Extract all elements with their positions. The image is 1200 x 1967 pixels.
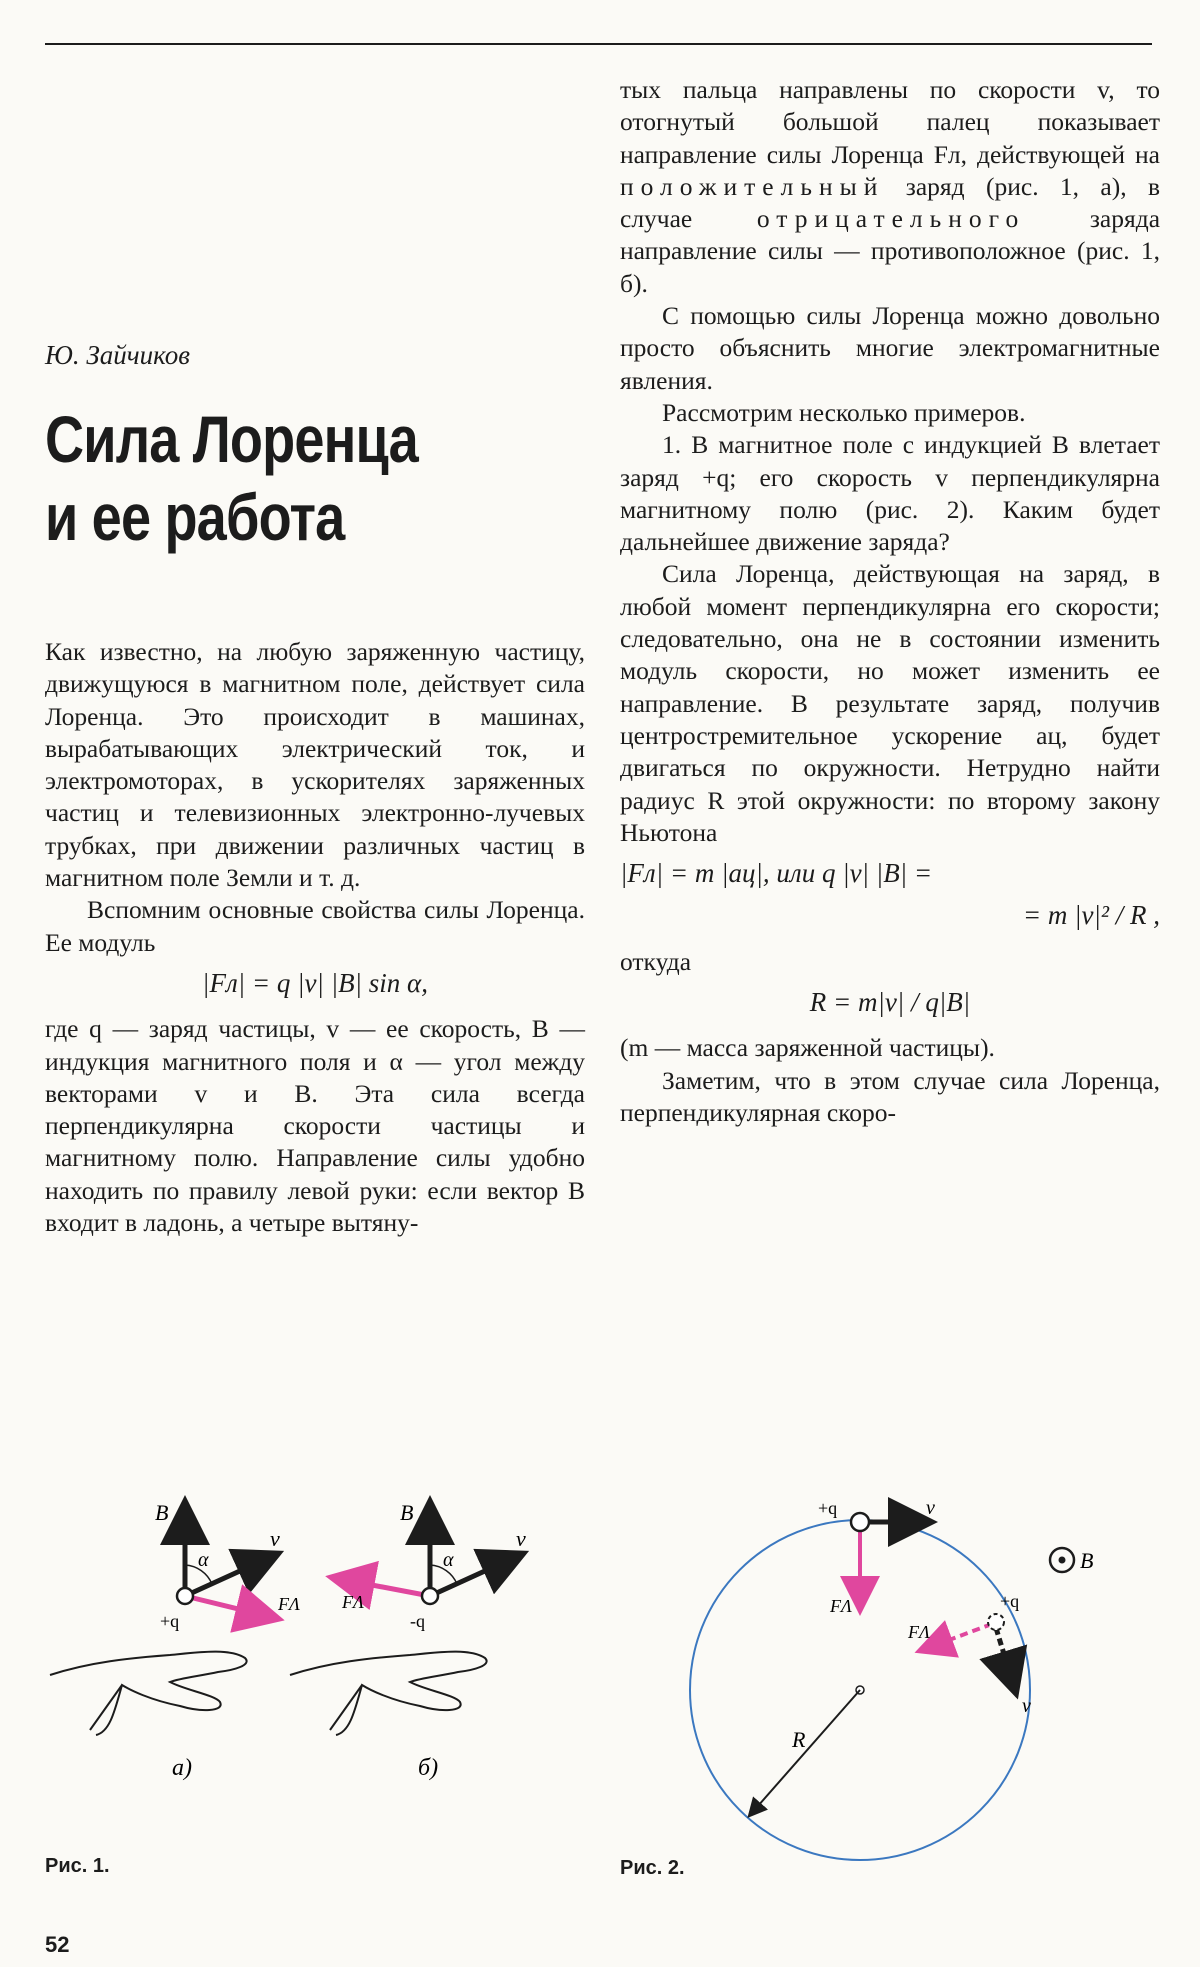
fig2-R-label: R (792, 1727, 806, 1752)
right-paragraph-5: Сила Лоренца, действующая на заряд, в любой момент перпендикулярна его скорости; следовательно, она не в состоянии изменить модуль скорости, но может изменить ее направление. В результате заряд, получив центростремительное ускорение aц, будет двигаться по окружности. Нетрудно найти радиус R этой окружности: по второму закону Ньютона (620, 559, 1160, 847)
fig1b-vectors (335, 1505, 520, 1604)
fig2-F-label-side: FΛ (908, 1622, 930, 1642)
fig1a-F-label: FΛ (278, 1594, 300, 1614)
fig1b-v-label: v (516, 1526, 526, 1551)
right-paragraph-7: Заметим, что в этом случае сила Лоренца, перпендикулярная скоро- (620, 1065, 1160, 1127)
page-number: 52 (45, 1932, 70, 1957)
fig2-charge-side (988, 1614, 1004, 1630)
author: Ю. Зайчиков (45, 340, 190, 370)
fig2-v-arrow-side (996, 1628, 1015, 1690)
formula-radius: R = m|v| / q|B| (809, 987, 971, 1018)
right-paragraph-6: (m — масса заряженной частицы). (620, 1033, 995, 1063)
fig2-charge-label-side: +q (1000, 1591, 1020, 1611)
fig1b-hand (290, 1652, 487, 1735)
figure-2-caption: Рис. 2. (620, 1857, 685, 1879)
left-column (45, 636, 585, 1239)
fig1a-v-label: v (270, 1526, 280, 1551)
fig1a-alpha: α (198, 1549, 209, 1571)
right-paragraph-1-text-3: заряда направление силы — противоположное (рис. 1, б). (620, 204, 1161, 298)
fig2-v-label-side: v (1022, 1695, 1031, 1717)
figure-1 (30, 1480, 590, 1880)
figure-2 (600, 1490, 1160, 1870)
formula-newton-1: |Fл| = m |aц|, или q |v| |B| = (620, 858, 933, 889)
right-paragraph-1-text-2: заряд (рис. 1, а), в случае (620, 171, 1160, 234)
fig1a-label: а) (172, 1755, 192, 1781)
right-column (620, 74, 1160, 1129)
fig2-F-arrow-side (922, 1624, 992, 1650)
left-paragraph-2: Вспомним основные свойства силы Лоренца. Ее модуль (45, 895, 585, 957)
emphasis-positive: положительный (620, 171, 885, 201)
fig1b-B-label: B (400, 1500, 414, 1525)
right-paragraph-1 (620, 74, 1160, 300)
formula-newton-2: = m |v|² / R , (1022, 900, 1160, 931)
fig2-F-label-top: FΛ (830, 1596, 852, 1616)
right-paragraph-1-text: тых пальца направлены по скорости v, то отогнутый большой палец показывает направление силы Лоренца Fл, действующей на (620, 75, 1160, 169)
fig1b-alpha: α (443, 1549, 454, 1571)
fig1a-B-label: B (155, 1500, 169, 1525)
word-otkuda: откуда (620, 946, 692, 976)
fig1b-charge: -q (410, 1611, 425, 1631)
left-paragraph-1: Как известно, на любую заряженную частицу, движущуюся в магнитном поле, действует сила Лоренца. Это происходит в машинах, вырабатывающих электрический ток, и электромоторах, в ускорителях заряженных частиц и телевизионных электронно-лучевых трубках, при движении различных частиц в магнитном поле Земли и т. д. (45, 637, 585, 893)
fig2-B-label: B (1080, 1548, 1094, 1573)
article-title (45, 400, 500, 556)
fig1a-vectors (177, 1505, 275, 1618)
fig1b-label: б) (418, 1755, 439, 1781)
radius-arrow (750, 1690, 860, 1815)
field-dot (1059, 1557, 1066, 1564)
left-paragraph-3: где q — заряд частицы, v — ее скорость, B — индукция магнитного поля и α — угол между векторами v и B. Эта сила всегда перпендикулярна скорости частицы и магнитному полю. Направление силы удобно находить по правилу левой руки: если вектор B входит в ладонь, а четыре вытяну- (45, 1014, 585, 1238)
title-line-1: Сила Лоренца (45, 402, 418, 476)
fig1b-F-label: FΛ (342, 1592, 364, 1612)
fig2-charge-label: +q (818, 1498, 838, 1518)
right-paragraph-2: С помощью силы Лоренца можно довольно просто объяснить многие электромагнитные явления. (620, 301, 1160, 395)
top-rule (45, 43, 1152, 45)
fig2-charge-top (851, 1513, 869, 1531)
fig1a-hand (50, 1652, 247, 1735)
right-paragraph-4: 1. В магнитное поле с индукцией B влетает заряд +q; его скорость v перпендикулярна магнитному полю (рис. 2). Каким будет дальнейшее движение заряда? (620, 430, 1160, 557)
fig1a-charge: +q (160, 1611, 180, 1631)
figure-1-caption: Рис. 1. (45, 1855, 110, 1877)
formula-lorentz-modulus: |Fл| = q |v| |B| sin α, (202, 967, 428, 998)
fig2-v-label-top: v (926, 1497, 935, 1519)
right-paragraph-3: Рассмотрим несколько примеров. (662, 397, 1026, 427)
title-line-2: и ее работа (45, 480, 345, 554)
emphasis-negative: отрицательного (756, 204, 1026, 234)
